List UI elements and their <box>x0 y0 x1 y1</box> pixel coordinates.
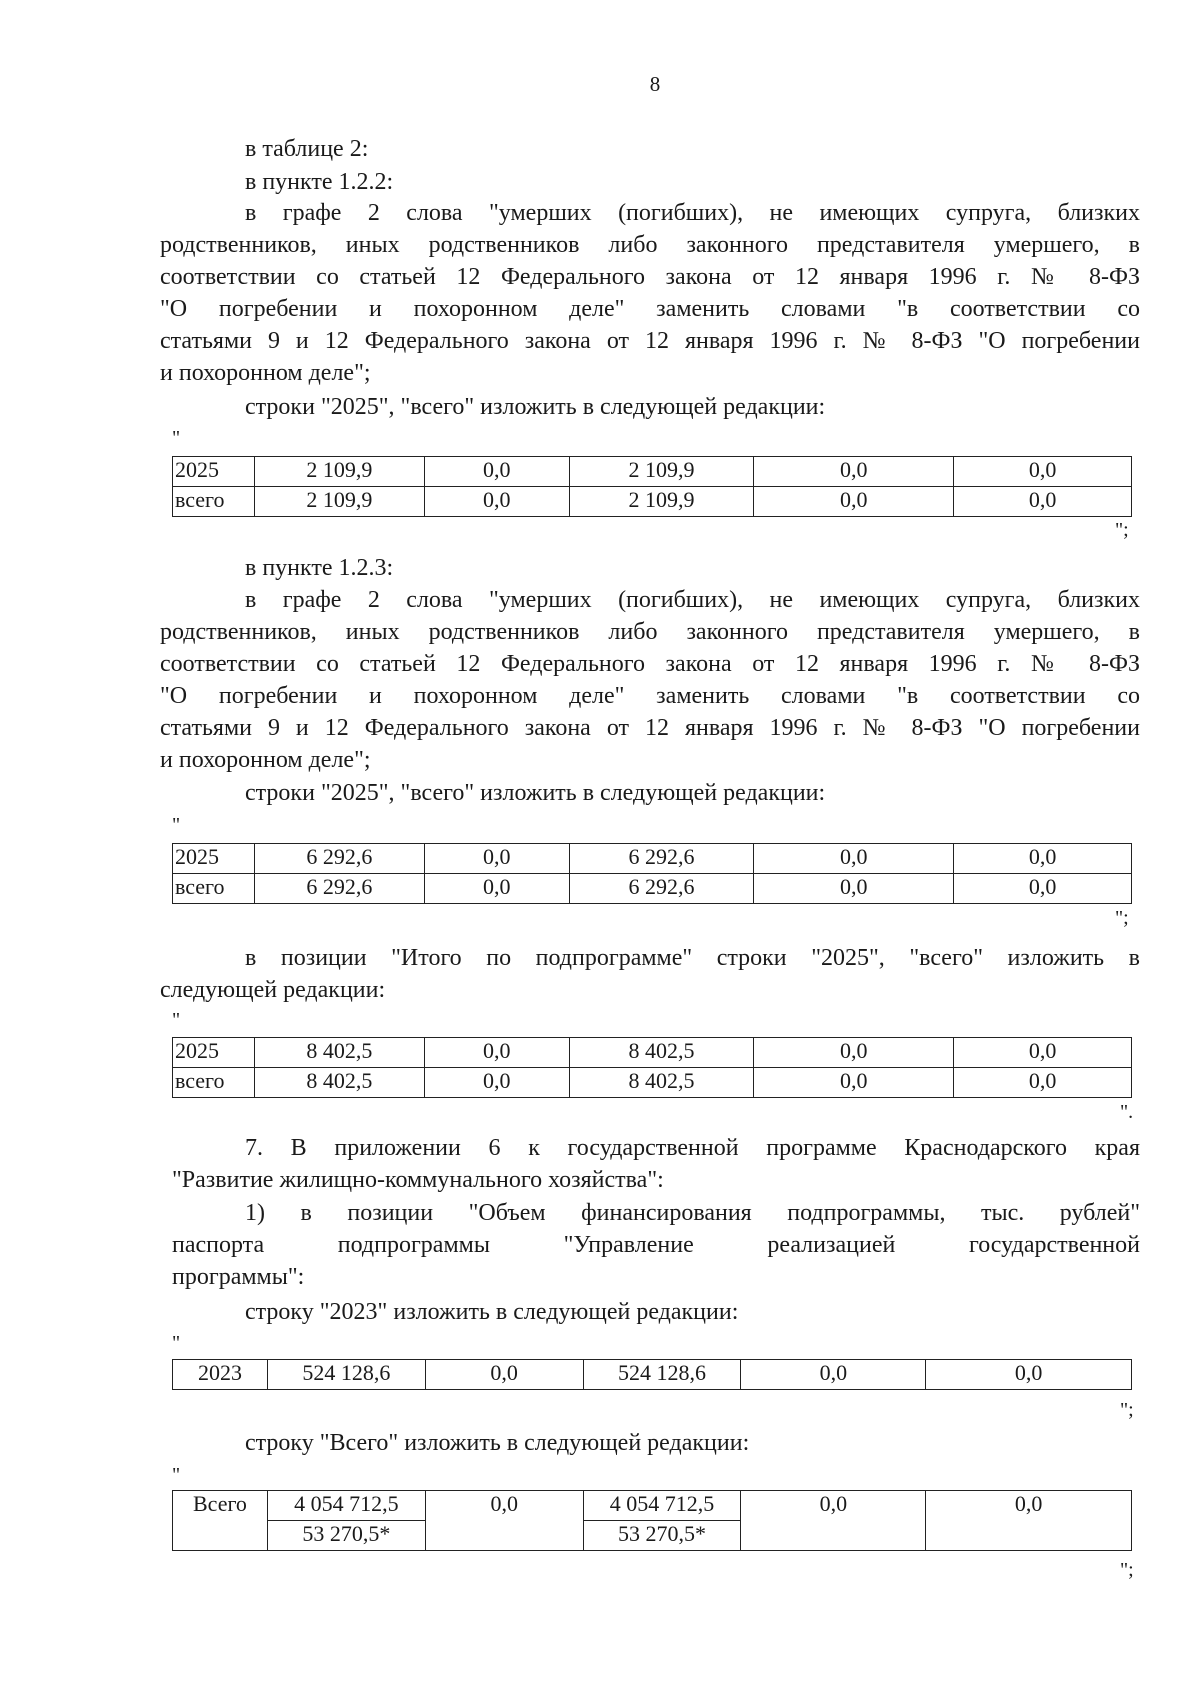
table-cell: 8 402,5 <box>569 1068 754 1098</box>
table-row <box>173 457 1132 487</box>
table-cell: 0,0 <box>754 1038 954 1068</box>
table-cell: 2 109,9 <box>254 487 424 517</box>
quote-close: "; <box>1115 907 1129 929</box>
section1-line3: строки "2025", "всего" изложить в следующей редакции: <box>245 394 826 420</box>
table-cell: 8 402,5 <box>254 1038 424 1068</box>
row-label: Всего <box>173 1491 268 1551</box>
section4-line2: строку "Всего" изложить в следующей редакции: <box>245 1430 750 1456</box>
table-cell: 0,0 <box>954 487 1132 517</box>
table-cell: 6 292,6 <box>254 844 424 874</box>
section4-para-line: 1) в позиции "Объем финансирования подпрограммы, тыс. рублей" <box>245 1200 1140 1226</box>
table-cell: 0,0 <box>754 844 954 874</box>
section1-para-line: соответствии со статьей 12 Федерального закона от 12 января 1996 г. № 8-ФЗ <box>160 264 1140 290</box>
finance-table-3 <box>172 1037 1132 1098</box>
row-label: всего <box>173 1068 255 1098</box>
table-row <box>173 1360 1132 1390</box>
finance-table-1 <box>172 456 1132 517</box>
table-cell: 524 128,6 <box>267 1360 425 1390</box>
finance-table-2 <box>172 843 1132 904</box>
section4-para-line: 7. В приложении 6 к государственной программе Краснодарского края <box>245 1135 1140 1161</box>
section1-line1: в таблице 2: <box>245 136 369 162</box>
table-cell: 53 270,5* <box>583 1521 741 1551</box>
table-cell: 0,0 <box>424 1038 569 1068</box>
row-label: 2025 <box>173 1038 255 1068</box>
table-cell: 0,0 <box>754 874 954 904</box>
table-cell: 0,0 <box>741 1491 926 1551</box>
table-cell: 0,0 <box>424 487 569 517</box>
section1-para-line: родственников, иных родственников либо законного представителя умершего, в <box>160 232 1140 258</box>
section2-para-line: "О погребении и похоронном деле" заменить словами "в соответствии со <box>160 683 1140 709</box>
section1-para-line: в графе 2 слова "умерших (погибших), не имеющих супруга, близких <box>245 200 1140 226</box>
row-label: 2025 <box>173 457 255 487</box>
quote-open: " <box>172 1009 181 1031</box>
section2-line2: строки "2025", "всего" изложить в следующей редакции: <box>245 780 826 806</box>
table-cell: 0,0 <box>754 1068 954 1098</box>
quote-close: "; <box>1120 1399 1134 1421</box>
table-cell: 0,0 <box>754 487 954 517</box>
table-cell: 524 128,6 <box>583 1360 741 1390</box>
table-cell: 0,0 <box>754 457 954 487</box>
table-row <box>173 1491 1132 1521</box>
table-row <box>173 487 1132 517</box>
table-cell: 6 292,6 <box>254 874 424 904</box>
quote-open: " <box>172 1332 181 1354</box>
quote-close: "; <box>1120 1559 1134 1581</box>
table-cell: 0,0 <box>926 1491 1132 1551</box>
table-cell: 6 292,6 <box>569 844 754 874</box>
section4-para-line: паспорта подпрограммы "Управление реализацией государственной <box>172 1232 1140 1258</box>
table-cell: 0,0 <box>425 1360 583 1390</box>
table-cell: 0,0 <box>954 457 1132 487</box>
table-cell: 0,0 <box>424 1068 569 1098</box>
section4-para-line: программы": <box>172 1264 305 1290</box>
section2-para-line: в графе 2 слова "умерших (погибших), не имеющих супруга, близких <box>245 587 1140 613</box>
table-cell: 0,0 <box>424 844 569 874</box>
table-cell: 8 402,5 <box>254 1068 424 1098</box>
quote-open: " <box>172 814 181 836</box>
table-row <box>173 1038 1132 1068</box>
section2-para-line: соответствии со статьей 12 Федерального закона от 12 января 1996 г. № 8-ФЗ <box>160 651 1140 677</box>
section4-para-line: "Развитие жилищно-коммунального хозяйства": <box>172 1167 664 1193</box>
table-cell: 0,0 <box>954 874 1132 904</box>
table-cell: 8 402,5 <box>569 1038 754 1068</box>
row-label: 2025 <box>173 844 255 874</box>
table-cell: 53 270,5* <box>267 1521 425 1551</box>
table-cell: 4 054 712,5 <box>267 1491 425 1521</box>
section3-para-line: в позиции "Итого по подпрограмме" строки "2025", "всего" изложить в <box>245 945 1140 971</box>
finance-table-total <box>172 1490 1132 1551</box>
table-cell: 0,0 <box>926 1360 1132 1390</box>
table-cell: 0,0 <box>425 1491 583 1551</box>
table-cell: 0,0 <box>954 1038 1132 1068</box>
finance-table-4 <box>172 1359 1132 1390</box>
table-cell: 0,0 <box>954 1068 1132 1098</box>
row-label: всего <box>173 487 255 517</box>
table-cell: 0,0 <box>424 874 569 904</box>
table-cell: 2 109,9 <box>569 487 754 517</box>
table-cell: 0,0 <box>954 844 1132 874</box>
table-row <box>173 1068 1132 1098</box>
section2-para-line: родственников, иных родственников либо законного представителя умершего, в <box>160 619 1140 645</box>
table-cell: 2 109,9 <box>569 457 754 487</box>
table-cell: 0,0 <box>741 1360 926 1390</box>
section3-para-line: следующей редакции: <box>160 977 386 1003</box>
row-label: 2023 <box>173 1360 268 1390</box>
quote-close: ". <box>1120 1101 1134 1123</box>
section4-line1: строку "2023" изложить в следующей редакции: <box>245 1299 739 1325</box>
section1-para-line: статьями 9 и 12 Федерального закона от 12 января 1996 г. № 8-ФЗ "О погребении <box>160 328 1140 354</box>
table-cell: 0,0 <box>424 457 569 487</box>
section1-line2: в пункте 1.2.2: <box>245 169 394 195</box>
quote-open: " <box>172 1464 181 1486</box>
section1-para-line: "О погребении и похоронном деле" заменить словами "в соответствии со <box>160 296 1140 322</box>
section2-para-line: и похоронном деле"; <box>160 747 371 773</box>
section2-para-line: статьями 9 и 12 Федерального закона от 12 января 1996 г. № 8-ФЗ "О погребении <box>160 715 1140 741</box>
quote-open: " <box>172 427 181 449</box>
section1-para-line: и похоронном деле"; <box>160 360 371 386</box>
table-cell: 6 292,6 <box>569 874 754 904</box>
page-number: 8 <box>649 72 661 96</box>
row-label: всего <box>173 874 255 904</box>
section2-line1: в пункте 1.2.3: <box>245 555 394 581</box>
table-cell: 4 054 712,5 <box>583 1491 741 1521</box>
table-row <box>173 844 1132 874</box>
table-cell: 2 109,9 <box>254 457 424 487</box>
quote-close: "; <box>1115 519 1129 541</box>
table-row <box>173 874 1132 904</box>
